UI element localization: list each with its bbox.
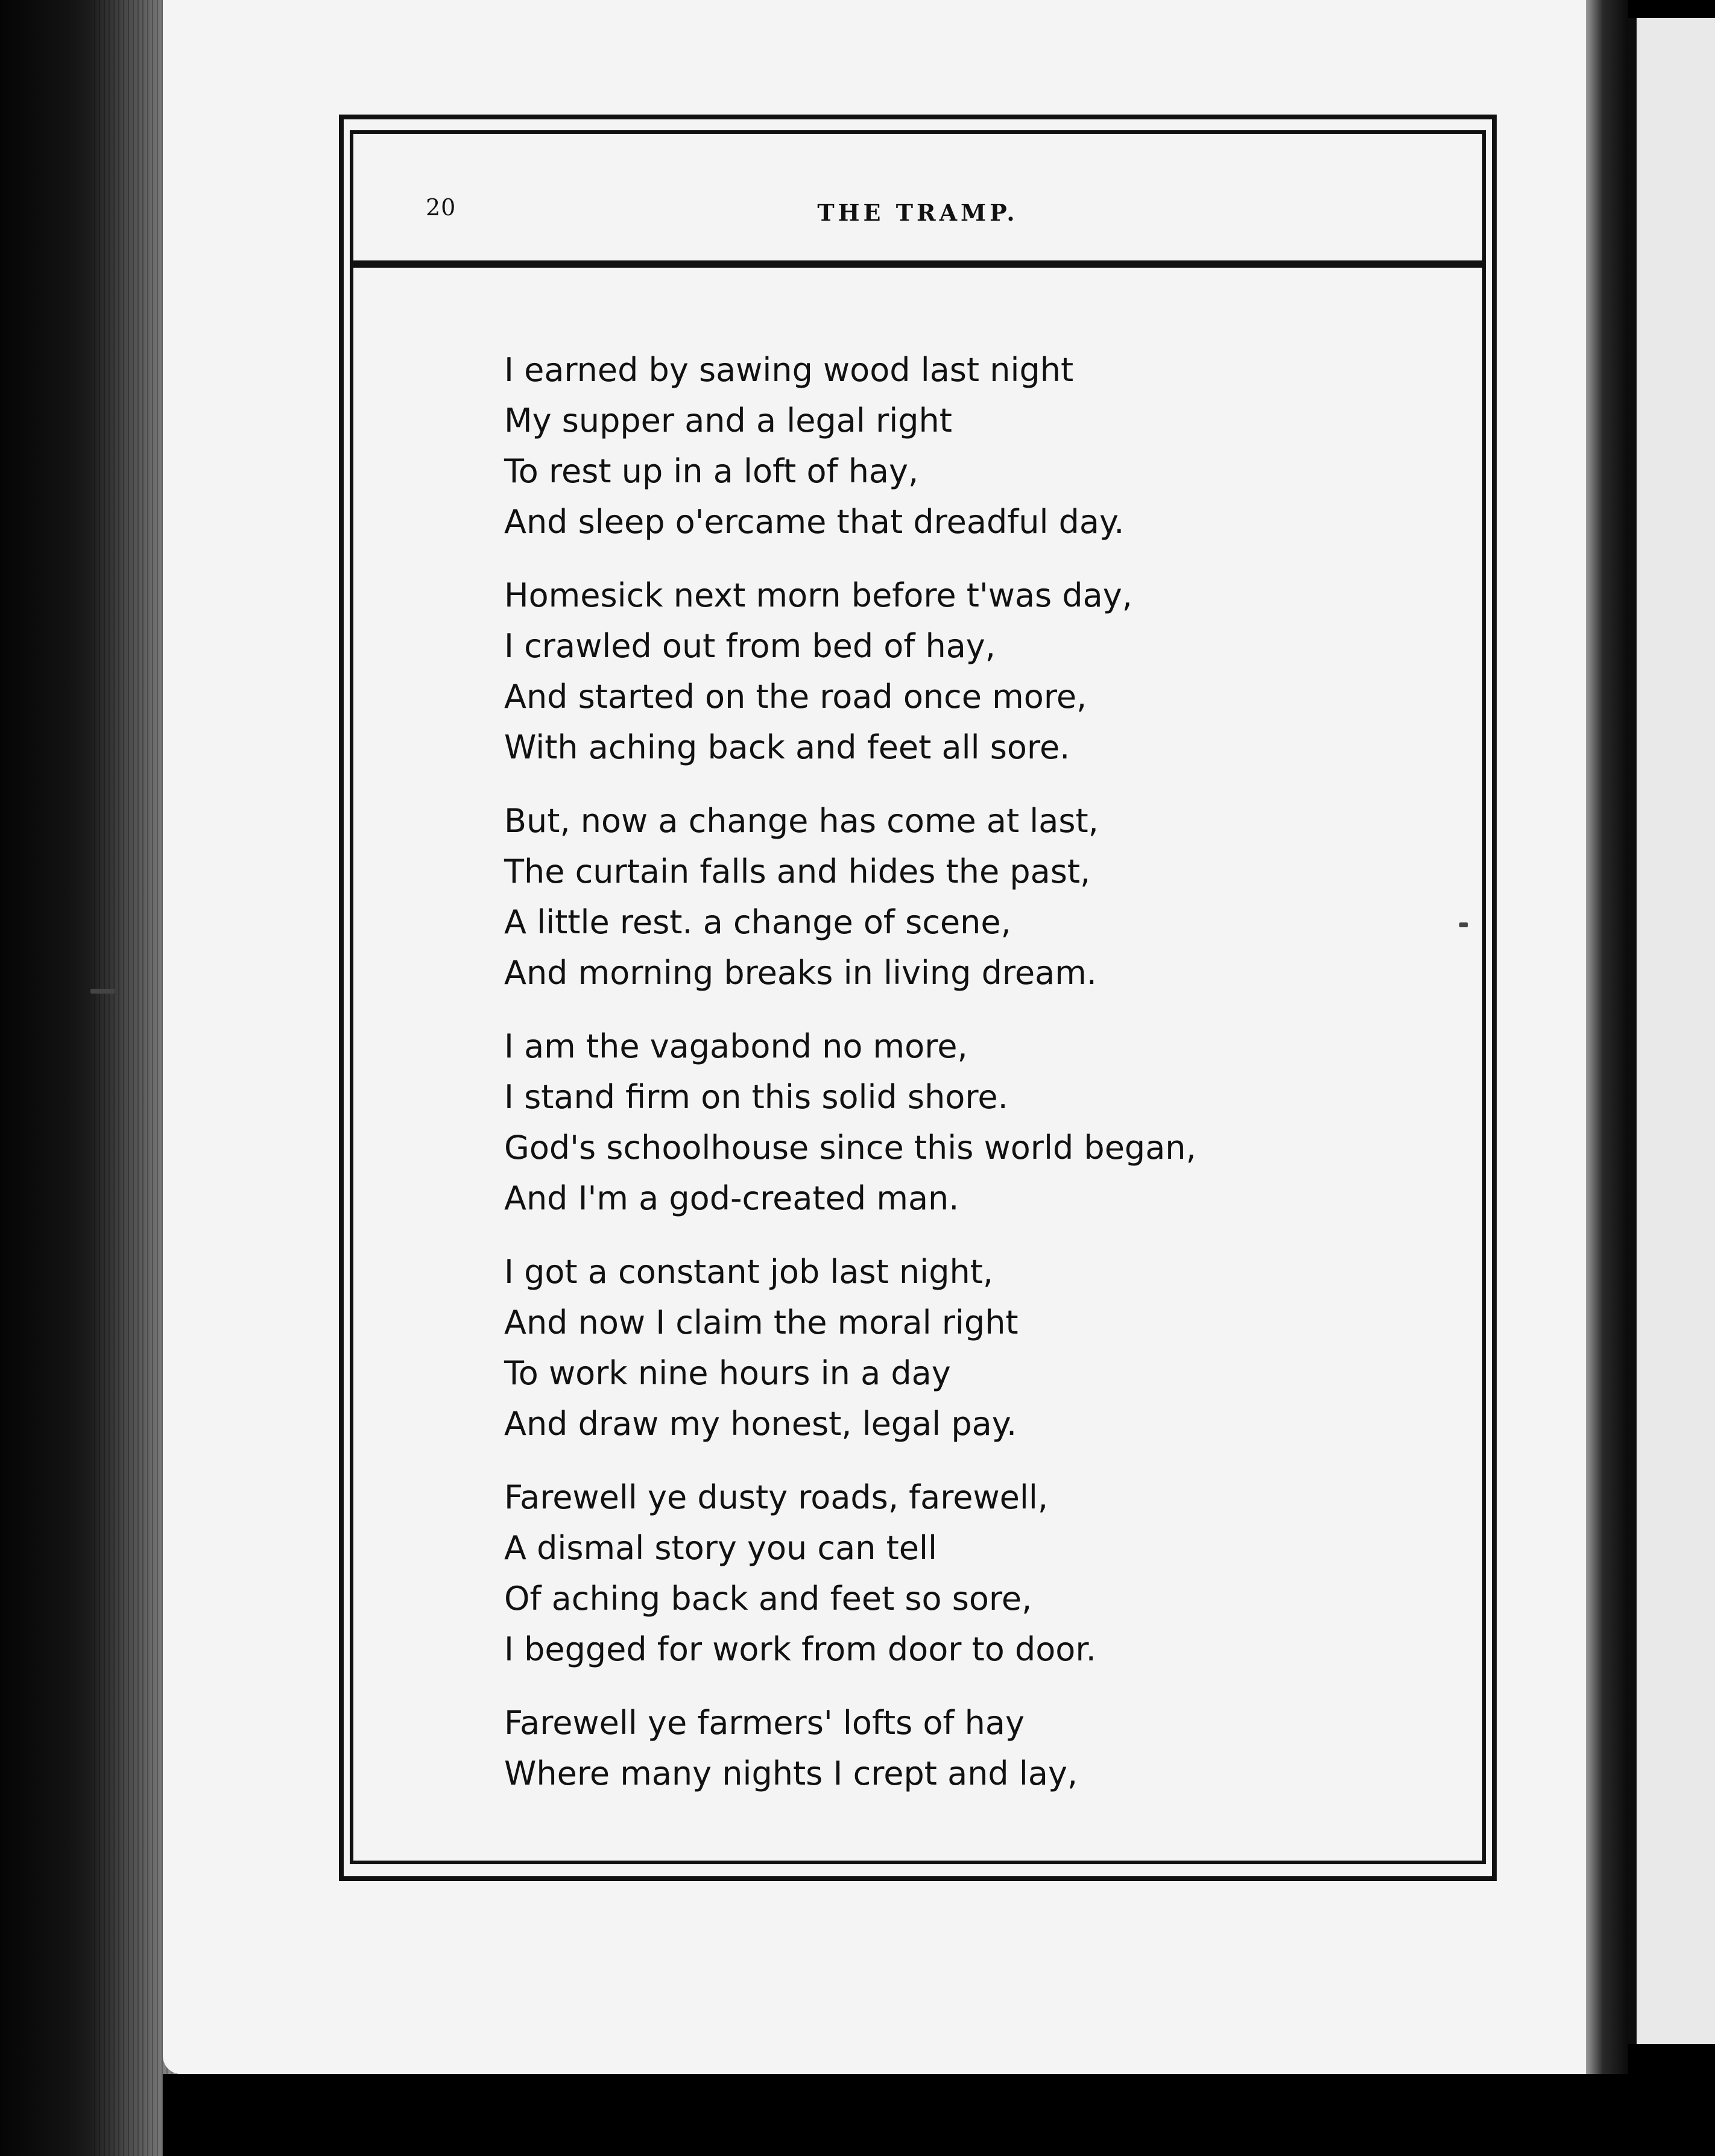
poem-line: I am the vagabond no more, — [504, 1027, 968, 1065]
poem-line: And started on the road once more, — [504, 678, 1087, 716]
poem-line: And sleep o'ercame that dreadful day. — [504, 503, 1125, 541]
poem-line: I stand firm on this solid shore. — [504, 1078, 1008, 1116]
poem-line: To rest up in a loft of hay, — [504, 452, 919, 490]
stanza — [504, 1472, 1409, 1675]
stanza — [504, 1247, 1409, 1449]
stanza — [504, 345, 1409, 547]
poem-line: Homesick next morn before t'was day, — [504, 576, 1132, 614]
poem-line: God's schoolhouse since this world began, — [504, 1129, 1196, 1167]
poem-line: My supper and a legal right — [504, 402, 952, 440]
poem-line: With aching back and feet all sore. — [504, 728, 1070, 766]
poem-line: Farewell ye farmers' lofts of hay — [504, 1704, 1025, 1742]
poem-line: And draw my honest, legal pay. — [504, 1405, 1017, 1443]
poem-line: Where many nights I crept and lay, — [504, 1754, 1078, 1792]
poem-line: The curtain falls and hides the past, — [504, 853, 1091, 890]
poem-line: I crawled out from bed of hay, — [504, 627, 996, 665]
page-frame — [339, 115, 1497, 1881]
poem-line: Of aching back and feet so sore, — [504, 1580, 1032, 1618]
stanza — [504, 1698, 1409, 1799]
poem-line: And now I claim the moral right — [504, 1303, 1019, 1341]
poem-line: A little rest. a change of scene, — [504, 903, 1011, 941]
stanza — [504, 1021, 1409, 1224]
poem-line: And I'm a god-created man. — [504, 1179, 959, 1217]
poem-line: I got a constant job last night, — [504, 1253, 994, 1291]
header-rule — [353, 260, 1482, 268]
print-speck — [1459, 922, 1468, 927]
facing-page-edge — [1628, 18, 1715, 2044]
page-number: 20 — [426, 194, 456, 221]
bottom-shadow — [163, 2074, 1628, 2156]
print-speck — [90, 989, 115, 994]
poem-line: But, now a change has come at last, — [504, 802, 1099, 840]
page-frame-inner — [350, 130, 1486, 1864]
poem-line: I earned by sawing wood last night — [504, 351, 1074, 389]
poem-line: Farewell ye dusty roads, farewell, — [504, 1478, 1049, 1516]
poem-line: And morning breaks in living dream. — [504, 954, 1097, 992]
gutter-shadow — [1586, 0, 1628, 2074]
stanza — [504, 796, 1409, 998]
poem-line: A dismal story you can tell — [504, 1529, 938, 1567]
poem-body — [504, 345, 1409, 1822]
poem-line: To work nine hours in a day — [504, 1354, 951, 1392]
running-title: THE TRAMP. — [817, 199, 1019, 226]
poem-line: I begged for work from door to door. — [504, 1630, 1096, 1668]
stanza — [504, 570, 1409, 773]
